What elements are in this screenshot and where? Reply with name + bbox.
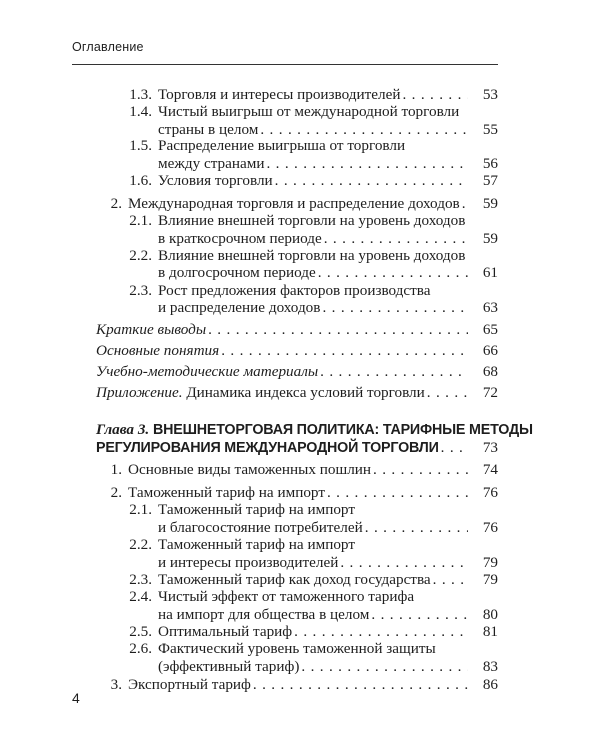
toc-page-number: 76 <box>482 484 498 502</box>
toc-entry-number: 2. <box>110 484 122 502</box>
toc-entry-number: 2.5. <box>129 623 152 641</box>
toc-entry-number: 2.6. <box>129 640 152 658</box>
toc-page-number: 83 <box>482 657 498 675</box>
toc-page-number: 68 <box>482 363 498 381</box>
toc-page-number: 86 <box>482 676 498 694</box>
dot-leader <box>371 606 468 624</box>
dot-leader <box>318 264 468 282</box>
toc-entry-title: Таможенный тариф на импорт <box>158 501 355 519</box>
toc-entry-number: 3. <box>110 676 122 694</box>
toc-entry-number: 2.1. <box>129 212 152 230</box>
toc-entry-title: Оптимальный тариф <box>158 623 293 641</box>
dot-leader <box>253 676 468 694</box>
toc-entry-number: 2.3. <box>129 281 152 299</box>
toc-entry-title: Влияние внешней торговли на уровень доходов <box>158 212 466 230</box>
toc-page-number: 72 <box>482 384 498 402</box>
toc-page-number: 79 <box>482 570 498 588</box>
dot-leader <box>320 363 468 381</box>
dot-leader <box>441 439 468 457</box>
toc-entry-number: 2.2. <box>129 247 152 265</box>
toc-entry-number: 2.1. <box>129 501 152 519</box>
toc-entry-number: 1. <box>110 461 122 479</box>
dot-leader <box>275 172 468 190</box>
toc-entry-title-cont: и благосостояние потребителей <box>158 518 363 536</box>
toc-entry-number: 1.5. <box>129 137 152 155</box>
dot-leader <box>208 321 468 339</box>
toc-entry-title: Чистый выигрыш от международной торговли <box>158 103 460 121</box>
toc-entry-title: Таможенный тариф как доход государства <box>158 570 431 588</box>
toc-entry-label: Приложение. <box>96 384 183 402</box>
toc-entry-title: Динамика индекса условий торговли <box>186 384 425 402</box>
toc-entry-title: Таможенный тариф на импорт <box>128 484 325 502</box>
toc-entry-title: Международная торговля и распределение доходов <box>128 194 460 212</box>
toc-entry-title-cont: на импорт для общества в целом <box>158 605 370 623</box>
dot-leader <box>221 342 468 360</box>
toc-entry-title: Учебно-методические материалы <box>96 363 319 381</box>
toc-entry-number: 1.6. <box>129 172 152 189</box>
dot-leader <box>340 554 468 572</box>
toc-entry-title-cont: в краткосрочном периоде <box>158 229 322 247</box>
toc-entry-title: Распределение выигрыша от торговли <box>158 137 406 155</box>
dot-leader <box>365 519 468 537</box>
toc-entry-number: 2.2. <box>129 536 152 554</box>
toc-entry-title: Условия торговли <box>158 172 273 189</box>
dot-leader <box>266 155 468 173</box>
dot-leader <box>327 484 468 502</box>
chapter-title-cont: РЕГУЛИРОВАНИЯ МЕЖДУНАРОДНОЙ ТОРГОВЛИ <box>96 440 439 457</box>
toc-page-number: 66 <box>482 342 498 360</box>
dot-leader <box>433 571 468 589</box>
toc-entry-title: Основные понятия <box>96 342 220 360</box>
toc-page-number: 73 <box>482 439 498 457</box>
dot-leader <box>324 230 468 248</box>
toc-page-number: 59 <box>482 194 498 212</box>
dot-leader <box>322 299 468 317</box>
toc-entry-title-cont: и распределение доходов <box>158 299 321 317</box>
toc-entry-line <box>158 86 498 104</box>
toc-entry-number: 2.3. <box>129 570 152 588</box>
toc-page-number: 80 <box>482 605 498 623</box>
toc-entry-title-cont: и интересы производителей <box>158 553 339 571</box>
toc-page-number: 55 <box>482 120 498 138</box>
toc-page-number: 53 <box>482 86 498 103</box>
toc-entry-title: Торговля и интересы производителей <box>158 86 401 103</box>
toc-page-number: 65 <box>482 321 498 339</box>
toc-entry-title: Таможенный тариф на импорт <box>158 536 355 554</box>
toc-page-number: 81 <box>482 623 498 641</box>
running-head-title: Оглавление <box>72 40 144 54</box>
toc-entry-number: 2.4. <box>129 588 152 606</box>
toc-entry-title-cont: в долгосрочном периоде <box>158 264 316 282</box>
toc-page-number: 79 <box>482 553 498 571</box>
dot-leader <box>294 623 468 641</box>
toc-entry-number: 1.3. <box>129 86 152 103</box>
toc-entry-title: Рост предложения факторов производства <box>158 281 431 299</box>
toc-entry-title: Чистый эффект от таможенного тарифа <box>158 588 415 606</box>
dot-leader <box>301 658 468 676</box>
toc-entry-title: Экспортный тариф <box>128 676 251 694</box>
toc-entry-number: 2. <box>110 194 122 212</box>
dot-leader <box>373 461 468 479</box>
toc-entry-title: Влияние внешней торговли на уровень доходов <box>158 247 466 265</box>
chapter-label: Глава 3. <box>96 420 150 438</box>
toc-entry-title: Основные виды таможенных пошлин <box>128 461 372 479</box>
toc-entry-title: Фактический уровень таможенной защиты <box>158 640 436 658</box>
toc-entry-title-cont: (эффективный тариф) <box>158 657 300 675</box>
toc-page-number: 74 <box>482 461 498 479</box>
toc-entry-title: Краткие выводы <box>96 321 207 339</box>
page-number: 4 <box>72 690 80 706</box>
chapter-title: ВНЕШНЕТОРГОВАЯ ПОЛИТИКА: ТАРИФНЫЕ МЕТОДЫ <box>153 421 533 438</box>
toc-entry-number: 1.4. <box>129 103 152 121</box>
toc-page-number: 61 <box>482 264 498 282</box>
toc-page-number: 56 <box>482 154 498 172</box>
dot-leader <box>260 121 468 139</box>
dot-leader <box>427 384 468 402</box>
toc-entry-title-cont: между странами <box>158 154 265 172</box>
toc-page-number: 76 <box>482 518 498 536</box>
dot-leader <box>462 195 468 213</box>
toc-page-number: 63 <box>482 299 498 317</box>
toc-page-number: 57 <box>482 172 498 189</box>
dot-leader <box>402 86 468 104</box>
toc-entry-title-cont: страны в целом <box>158 120 259 138</box>
toc-page-number: 59 <box>482 229 498 247</box>
